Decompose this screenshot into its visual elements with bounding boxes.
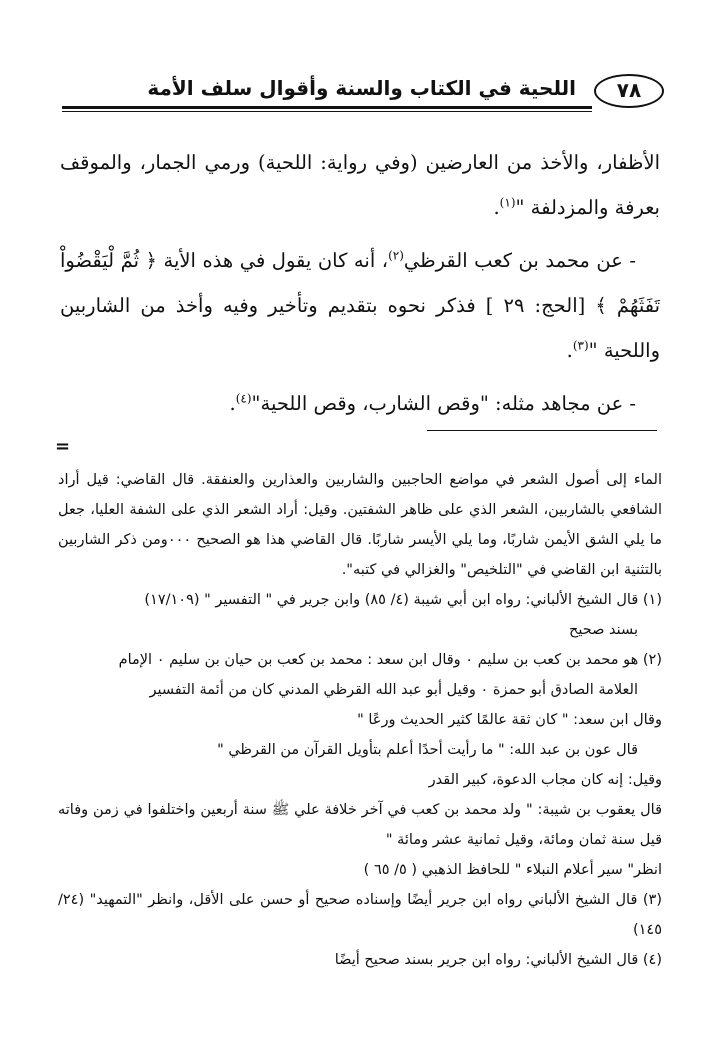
- footnote-3: (٣) قال الشيخ الألباني رواه ابن جرير أيضًا وإسناده صحيح أو حسن على الأقل، وانظر "التمهيد" (٢٤/ ١٤٥): [58, 892, 662, 938]
- paragraph-1-text: الأظفار، والأخذ من العارضين (وفي رواية: اللحية) ورمي الجمار، والموقف بعرفة والمزدلفة ": [60, 151, 660, 219]
- footnote-2-line-3: وقال ابن سعد: " كان ثقة عالمًا كثير الحديث ورعًا ": [357, 712, 662, 728]
- page-number: ٧٨: [594, 74, 664, 108]
- paragraph-2-text-a: - عن محمد بن كعب القرظي: [403, 249, 636, 272]
- footnote-2-line-5: وقيل: إنه كان مجاب الدعوة، كبير القدر: [428, 772, 662, 788]
- paragraph-3: - عن مجاهد مثله: "وقص الشارب، وقص اللحية"$^{(٤)}$.: [229, 391, 636, 415]
- footnote-2-line-7: انظر" سير أعلام النبلاء " للحافظ الذهبي ( ٥/ ٦٥ ): [363, 862, 662, 878]
- footnote-2-line-4: قال عون بن عبد الله: " ما رأيت أحدًا أعلم بتأويل القرآن من القرظي ": [217, 742, 638, 758]
- footnote-ref-2: (٢): [388, 248, 404, 263]
- footnote-2-line-6: قال يعقوب بن شيبة: " ولد محمد بن كعب في آخر خلافة علي ﷺ سنة أربعين واختلفوا في زمن وفاته قيل سنة ثمان ومائة، وقيل ثمانية عشر ومائة ": [58, 802, 662, 848]
- footnote-2-line-2: العلامة الصادق أبو حمزة ٠ وقيل أبو عبد الله القرظي المدني كان من أئمة التفسير: [149, 682, 638, 698]
- running-title: اللحية في الكتاب والسنة وأقوال سلف الأمة: [147, 76, 576, 100]
- paragraph-1: الأظفار، والأخذ من العارضين (وفي رواية: اللحية) ورمي الجمار، والموقف بعرفة والمزدلفة "$^{(١)}$.: [60, 151, 660, 219]
- main-text: [60, 140, 660, 426]
- footnote-1: (١) قال الشيخ الألباني: رواه ابن أبي شيبة (٤/ ٨٥) وابن جرير في " التفسير " (١٧/١٠٩): [144, 592, 662, 608]
- page-header: [62, 72, 664, 112]
- footnote-separator: [427, 430, 657, 431]
- footnote-ref-3: (٣): [572, 338, 589, 353]
- footnote-2: (٢) هو محمد بن كعب بن سليم ٠ وقال ابن سعد : محمد بن كعب بن حيان بن سليم ٠ الإمام: [118, 652, 662, 668]
- footnote-1-cont: بسند صحيح: [569, 622, 638, 638]
- footnotes: [58, 465, 662, 975]
- paragraph-2: - عن محمد بن كعب القرظي$^{(٢)}$، أنه كان يقول في هذه الأية ﴿ ثُمَّ لْيَقْضُواْ تَفَثَهُمْ ﴾ [الحج: ٢٩ ] فذكر نحوه بتقديم وتأخير وفيه وأخذ من الشاربين واللحية "$^{(٣)}$.: [60, 248, 660, 362]
- footnote-ref-4: (٤): [235, 391, 252, 406]
- footnote-ref-1: (١): [499, 195, 516, 210]
- footnote-4: (٤) قال الشيخ الألباني: رواه ابن جرير بسند صحيح أيضًا: [334, 952, 662, 968]
- paragraph-2-text-b: ، أنه كان يقول في هذه الأية ﴿ ثُمَّ لْيَقْضُواْ تَفَثَهُمْ ﴾ [الحج: ٢٩ ] فذكر نحوه بتقديم وتأخير وفيه وأخذ من الشاربين واللحية ": [60, 249, 660, 362]
- header-rule: [62, 106, 592, 109]
- footnote-continuation: الماء إلى أصول الشعر في مواضع الحاجبين والشاربين والعذارين والعنفقة. قال القاضي: قيل أراد الشافعي بالشاربين، الشعر الذي على ظاهر الشفتين. وقيل: أراد الشعر الذي على الشفة العليا، جعل ما يلي الشق الأيمن شاربًا، وما يلي الأيسر شاربًا. قال القاضي هذا هو الصحيح ٠٠٠ومن ذكر الشاربين بالتثنية ابن القاضي في "التلخيص" والغزالي في كتبه".: [58, 472, 662, 578]
- header-rule-thin: [62, 111, 592, 112]
- paragraph-3-text: - عن مجاهد مثله: "وقص الشارب، وقص اللحية": [251, 392, 636, 415]
- footnote-continuation-mark: =: [55, 436, 71, 457]
